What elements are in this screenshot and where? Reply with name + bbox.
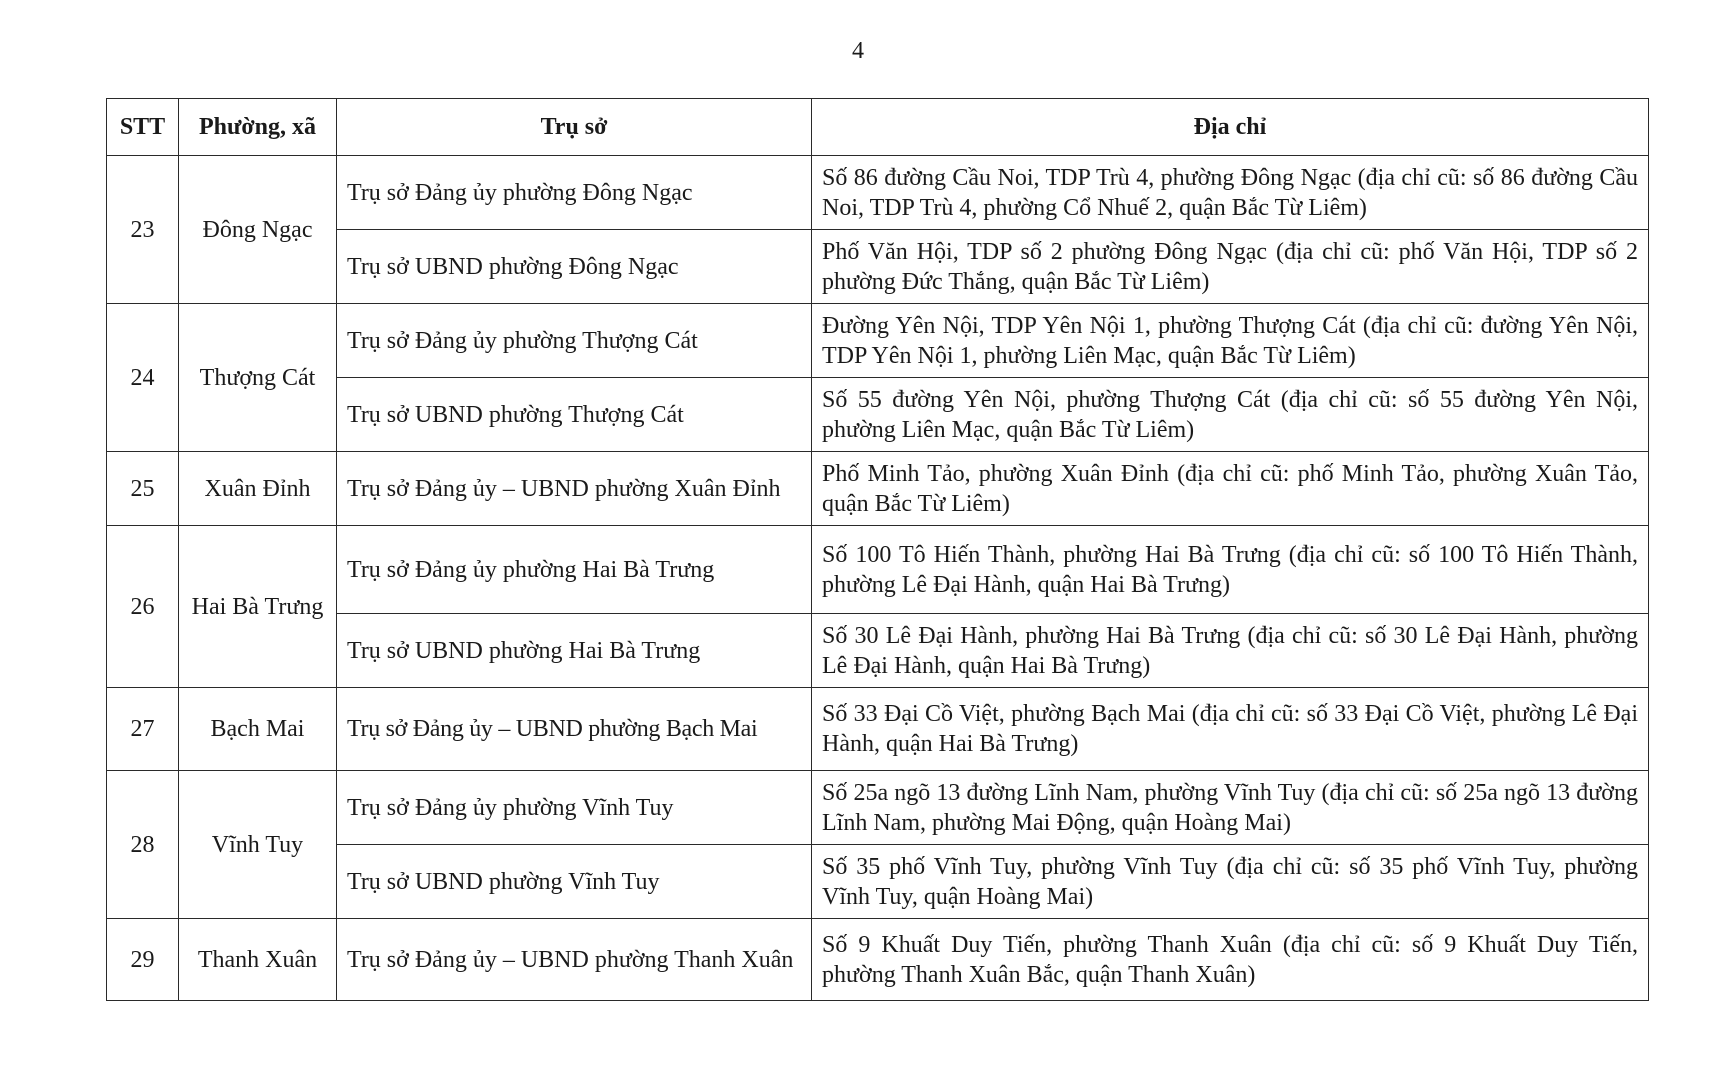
table-row: [107, 452, 1649, 526]
page-number: 4: [852, 38, 864, 64]
ward-cell: Thanh Xuân: [179, 919, 337, 1001]
stt-cell: 28: [107, 771, 179, 919]
office-cell: Trụ sở UBND phường Hai Bà Trưng: [337, 614, 812, 688]
ward-cell: Đông Ngạc: [179, 156, 337, 304]
table-row: [107, 526, 1649, 614]
header-office: Trụ sở: [337, 99, 812, 156]
address-cell: Số 35 phố Vĩnh Tuy, phường Vĩnh Tuy (địa chỉ cũ: số 35 phố Vĩnh Tuy, phường Vĩnh Tuy, quận Hoàng Mai): [812, 845, 1649, 919]
stt-cell: 23: [107, 156, 179, 304]
office-cell: Trụ sở Đảng ủy phường Vĩnh Tuy: [337, 771, 812, 845]
ward-cell: Vĩnh Tuy: [179, 771, 337, 919]
address-cell: Số 9 Khuất Duy Tiến, phường Thanh Xuân (địa chỉ cũ: số 9 Khuất Duy Tiến, phường Thanh Xuân Bắc, quận Thanh Xuân): [812, 919, 1649, 1001]
table-row: [107, 845, 1649, 919]
table-header-row: [107, 99, 1649, 156]
office-cell: Trụ sở UBND phường Thượng Cát: [337, 378, 812, 452]
table-row: [107, 919, 1649, 1001]
office-cell: Trụ sở UBND phường Vĩnh Tuy: [337, 845, 812, 919]
table-row: [107, 771, 1649, 845]
office-cell: Trụ sở Đảng ủy – UBND phường Thanh Xuân: [337, 919, 812, 1001]
header-address: Địa chỉ: [812, 99, 1649, 156]
table-row: [107, 304, 1649, 378]
header-stt: STT: [107, 99, 179, 156]
table-row: [107, 230, 1649, 304]
ward-cell: Xuân Đỉnh: [179, 452, 337, 526]
ward-cell: Bạch Mai: [179, 688, 337, 771]
address-cell: Số 55 đường Yên Nội, phường Thượng Cát (địa chỉ cũ: số 55 đường Yên Nội, phường Liên Mạc, quận Bắc Từ Liêm): [812, 378, 1649, 452]
stt-cell: 29: [107, 919, 179, 1001]
stt-cell: 24: [107, 304, 179, 452]
address-cell: Phố Minh Tảo, phường Xuân Đỉnh (địa chỉ cũ: phố Minh Tảo, phường Xuân Tảo, quận Bắc Từ Liêm): [812, 452, 1649, 526]
table-row: [107, 688, 1649, 771]
address-cell: Số 100 Tô Hiến Thành, phường Hai Bà Trưng (địa chỉ cũ: số 100 Tô Hiến Thành, phường Lê Đại Hành, quận Hai Bà Trưng): [812, 526, 1649, 614]
office-cell: Trụ sở UBND phường Đông Ngạc: [337, 230, 812, 304]
stt-cell: 27: [107, 688, 179, 771]
office-cell: Trụ sở Đảng ủy phường Hai Bà Trưng: [337, 526, 812, 614]
office-cell: Trụ sở Đảng ủy phường Thượng Cát: [337, 304, 812, 378]
address-cell: Số 86 đường Cầu Noi, TDP Trù 4, phường Đông Ngạc (địa chỉ cũ: số 86 đường Cầu Noi, TDP Trù 4, phường Cổ Nhuế 2, quận Bắc Từ Liêm): [812, 156, 1649, 230]
address-cell: Số 33 Đại Cồ Việt, phường Bạch Mai (địa chỉ cũ: số 33 Đại Cồ Việt, phường Lê Đại Hành, quận Hai Bà Trưng): [812, 688, 1649, 771]
table-row: [107, 614, 1649, 688]
ward-cell: Thượng Cát: [179, 304, 337, 452]
address-cell: Phố Văn Hội, TDP số 2 phường Đông Ngạc (địa chỉ cũ: phố Văn Hội, TDP số 2 phường Đức Thắng, quận Bắc Từ Liêm): [812, 230, 1649, 304]
header-ward: Phường, xã: [179, 99, 337, 156]
office-cell: Trụ sở Đảng ủy – UBND phường Xuân Đỉnh: [337, 452, 812, 526]
headquarters-table: [106, 98, 1649, 1001]
stt-cell: 25: [107, 452, 179, 526]
stt-cell: 26: [107, 526, 179, 688]
table-row: [107, 378, 1649, 452]
office-cell: Trụ sở Đảng ủy phường Đông Ngạc: [337, 156, 812, 230]
address-cell: Số 30 Lê Đại Hành, phường Hai Bà Trưng (địa chỉ cũ: số 30 Lê Đại Hành, phường Lê Đại Hành, quận Hai Bà Trưng): [812, 614, 1649, 688]
table-row: [107, 156, 1649, 230]
ward-cell: Hai Bà Trưng: [179, 526, 337, 688]
office-cell: Trụ sở Đảng ủy – UBND phường Bạch Mai: [337, 688, 812, 771]
address-cell: Số 25a ngõ 13 đường Lĩnh Nam, phường Vĩnh Tuy (địa chỉ cũ: số 25a ngõ 13 đường Lĩnh Nam, phường Mai Động, quận Hoàng Mai): [812, 771, 1649, 845]
address-cell: Đường Yên Nội, TDP Yên Nội 1, phường Thượng Cát (địa chỉ cũ: đường Yên Nội, TDP Yên Nội 1, phường Liên Mạc, quận Bắc Từ Liêm): [812, 304, 1649, 378]
